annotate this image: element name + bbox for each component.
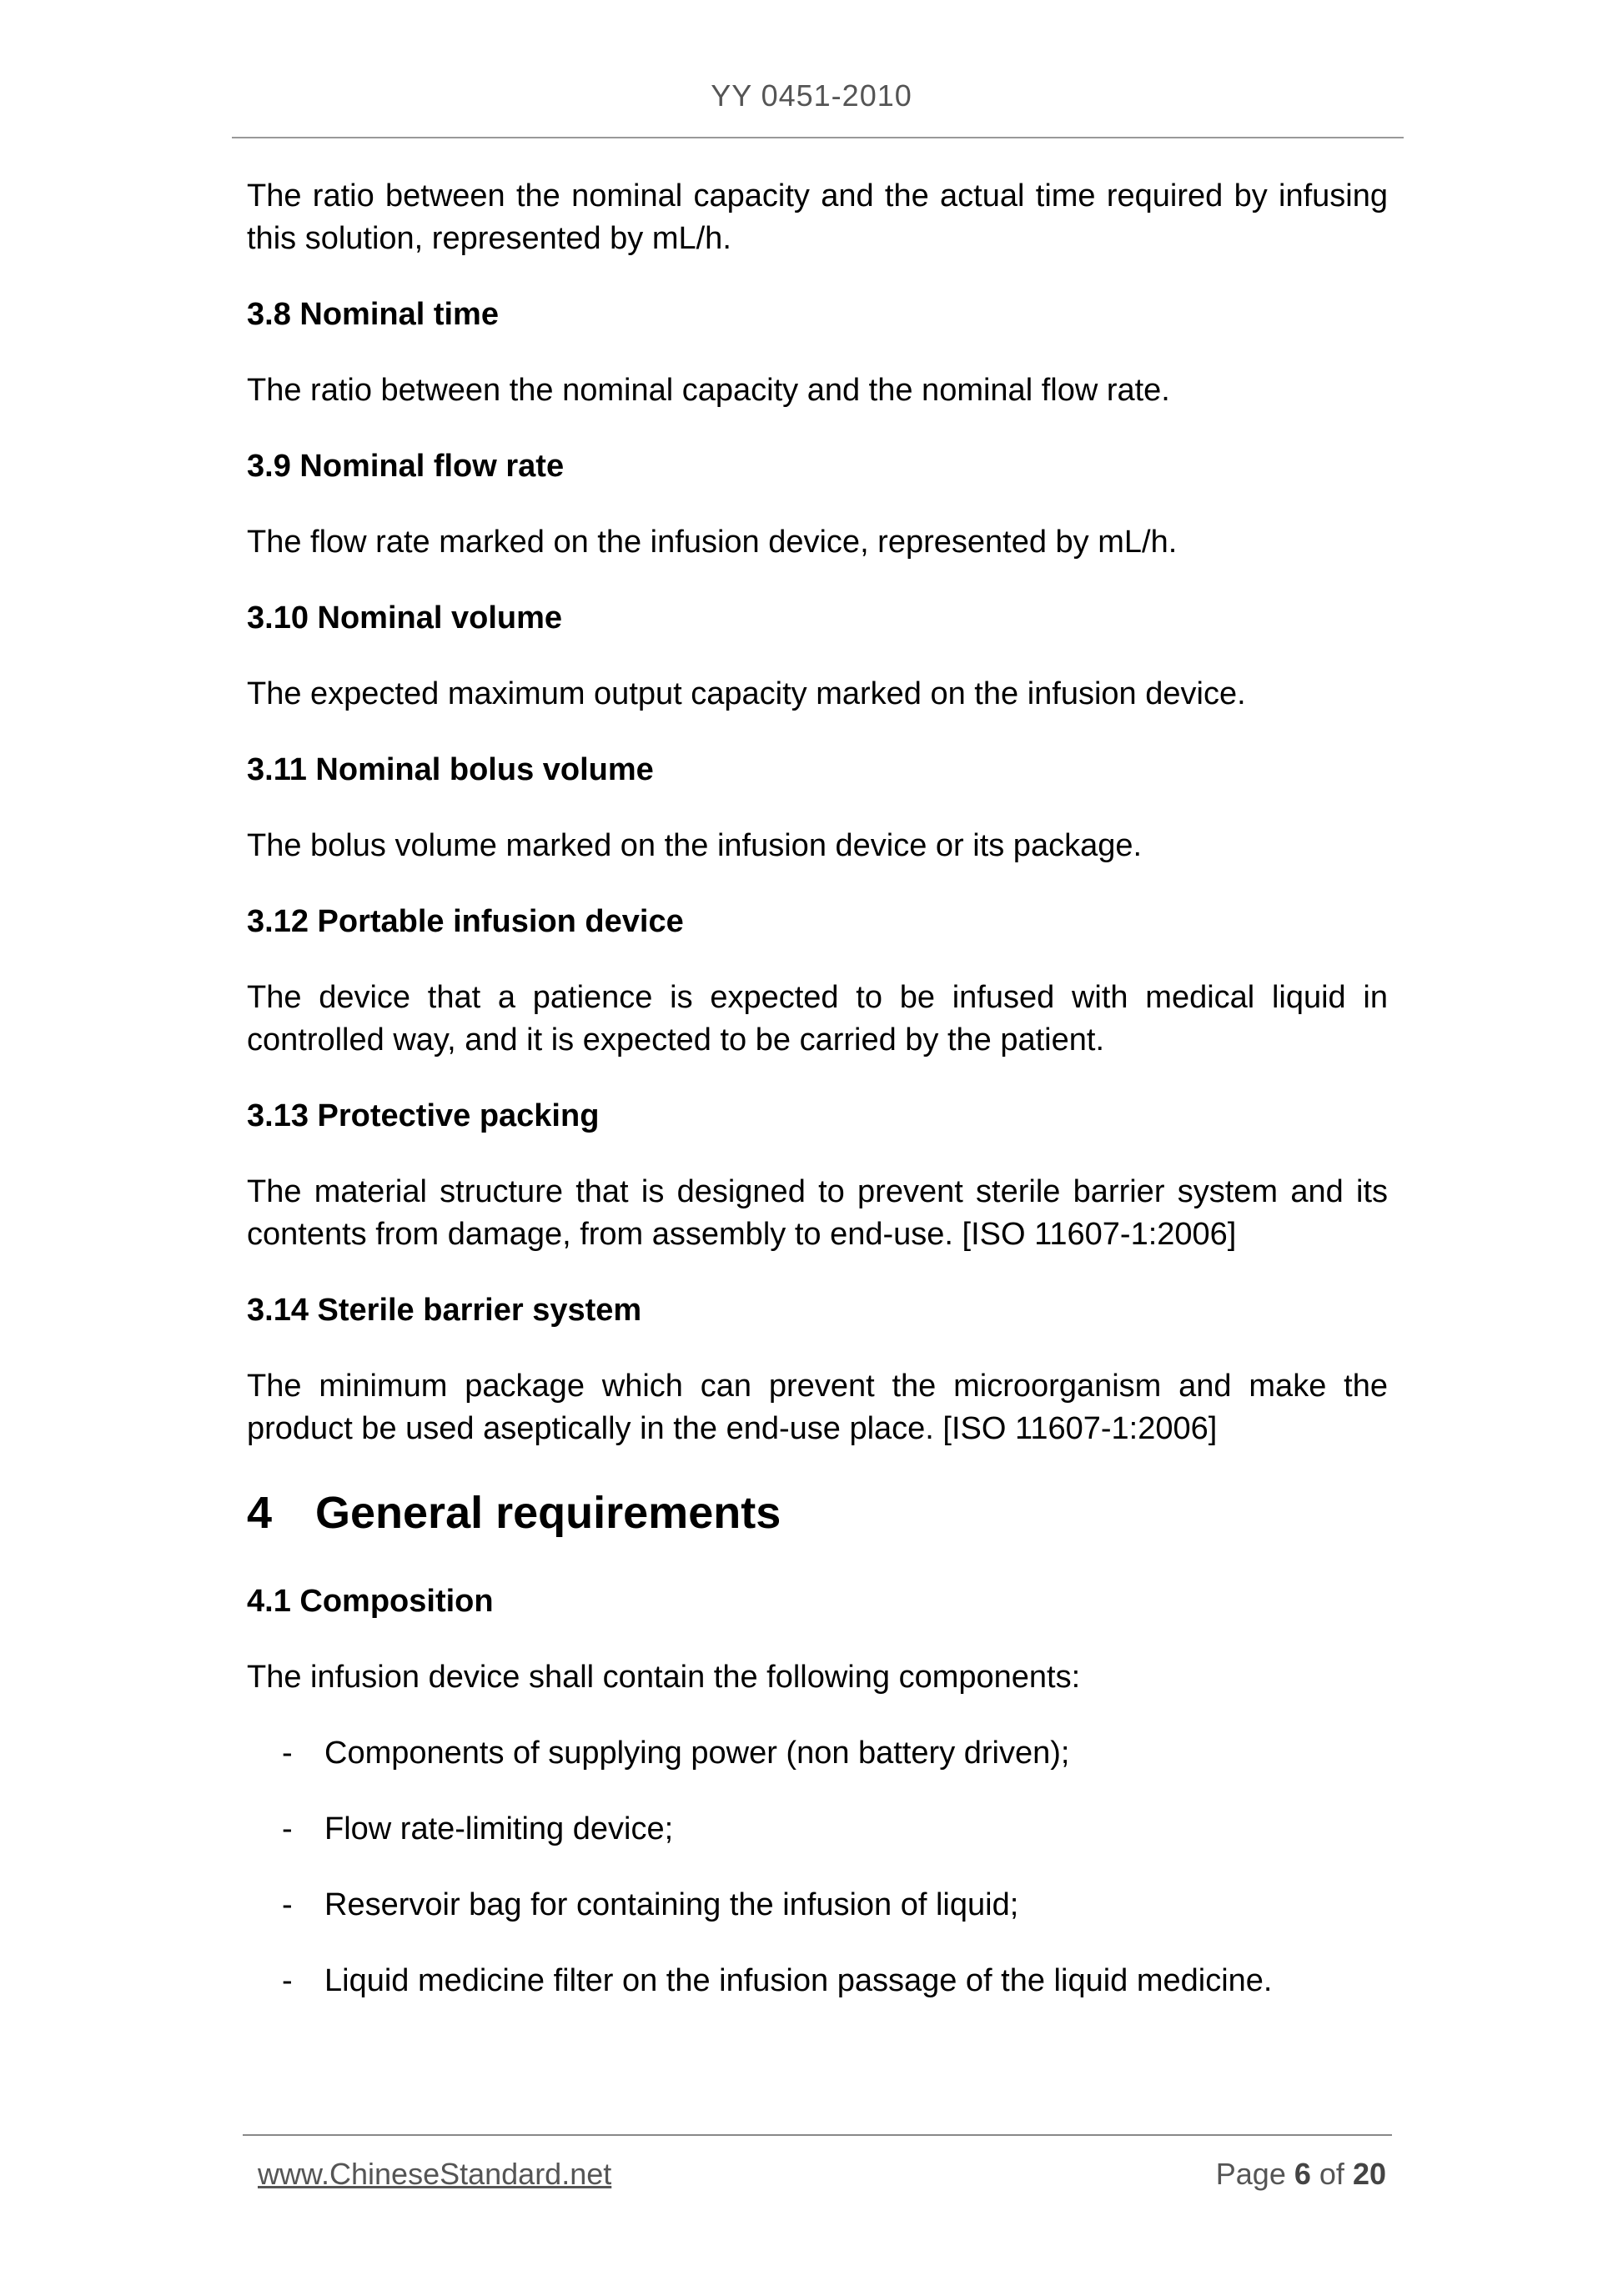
list-item-text: Reservoir bag for containing the infusion of liquid; — [324, 1887, 1019, 1922]
section-3-11-heading: 3.11 Nominal bolus volume — [247, 752, 654, 787]
section-3-10-text: The expected maximum output capacity marked on the infusion device. — [247, 676, 1246, 711]
chapter-number: 4 — [247, 1488, 273, 1538]
page-label: Page — [1215, 2157, 1286, 2191]
footer-divider — [243, 2134, 1392, 2136]
list-item-text: Components of supplying power (non battery driven); — [324, 1736, 1070, 1771]
section-4-1-text: The infusion device shall contain the following components: — [247, 1660, 1081, 1695]
section-3-14-text: The minimum package which can prevent the microorganism and make the product be used aseptically in the end-use place. [ISO 11607-1:2006] — [247, 1369, 1388, 1446]
list-bullet: - — [282, 1736, 293, 1771]
page-number — [1216, 2157, 1386, 2192]
section-3-11-text: The bolus volume marked on the infusion device or its package. — [247, 828, 1143, 863]
list-bullet: - — [282, 1963, 293, 1998]
current-page: 6 — [1294, 2157, 1311, 2191]
section-4-1-heading: 4.1 Composition — [247, 1584, 494, 1619]
section-3-14-heading: 3.14 Sterile barrier system — [247, 1293, 642, 1328]
section-3-12-heading: 3.12 Portable infusion device — [247, 904, 684, 939]
intro-paragraph: The ratio between the nominal capacity and the actual time required by infusing this solution, represented by mL/h. — [247, 178, 1388, 256]
list-item-text: Flow rate-limiting device; — [324, 1811, 674, 1846]
list-item-text: Liquid medicine filter on the infusion passage of the liquid medicine. — [324, 1963, 1273, 1998]
section-3-8-text: The ratio between the nominal capacity and the nominal flow rate. — [247, 373, 1170, 408]
of-label: of — [1319, 2157, 1344, 2191]
list-item — [247, 1808, 1388, 1851]
section-3-10-heading: 3.10 Nominal volume — [247, 600, 563, 636]
section-3-12-text: The device that a patience is expected to be infused with medical liquid in controlled way, and it is expected to be carried by the patient. — [247, 980, 1388, 1058]
list-bullet: - — [282, 1887, 293, 1922]
section-3-9-text: The flow rate marked on the infusion device, represented by mL/h. — [247, 525, 1178, 560]
header-divider — [232, 137, 1404, 138]
section-3-9-heading: 3.9 Nominal flow rate — [247, 449, 565, 484]
section-3-13-heading: 3.13 Protective packing — [247, 1098, 600, 1133]
list-item — [247, 1884, 1388, 1927]
list-item — [247, 1960, 1388, 2002]
section-3-13-text: The material structure that is designed to prevent sterile barrier system and its contents from damage, from assembly to end-use. [ISO 11607-1:2006] — [247, 1174, 1388, 1252]
chapter-title: General requirements — [315, 1488, 781, 1538]
website-link[interactable]: www.ChineseStandard.net — [258, 2157, 612, 2191]
chapter-heading — [247, 1484, 1388, 1542]
list-bullet: - — [282, 1811, 293, 1846]
component-list — [247, 1732, 1388, 2002]
list-item — [247, 1732, 1388, 1775]
total-pages: 20 — [1352, 2157, 1386, 2191]
section-3-8-heading: 3.8 Nominal time — [247, 297, 499, 332]
page-body — [247, 175, 1388, 2036]
document-header: YY 0451-2010 — [711, 78, 912, 113]
